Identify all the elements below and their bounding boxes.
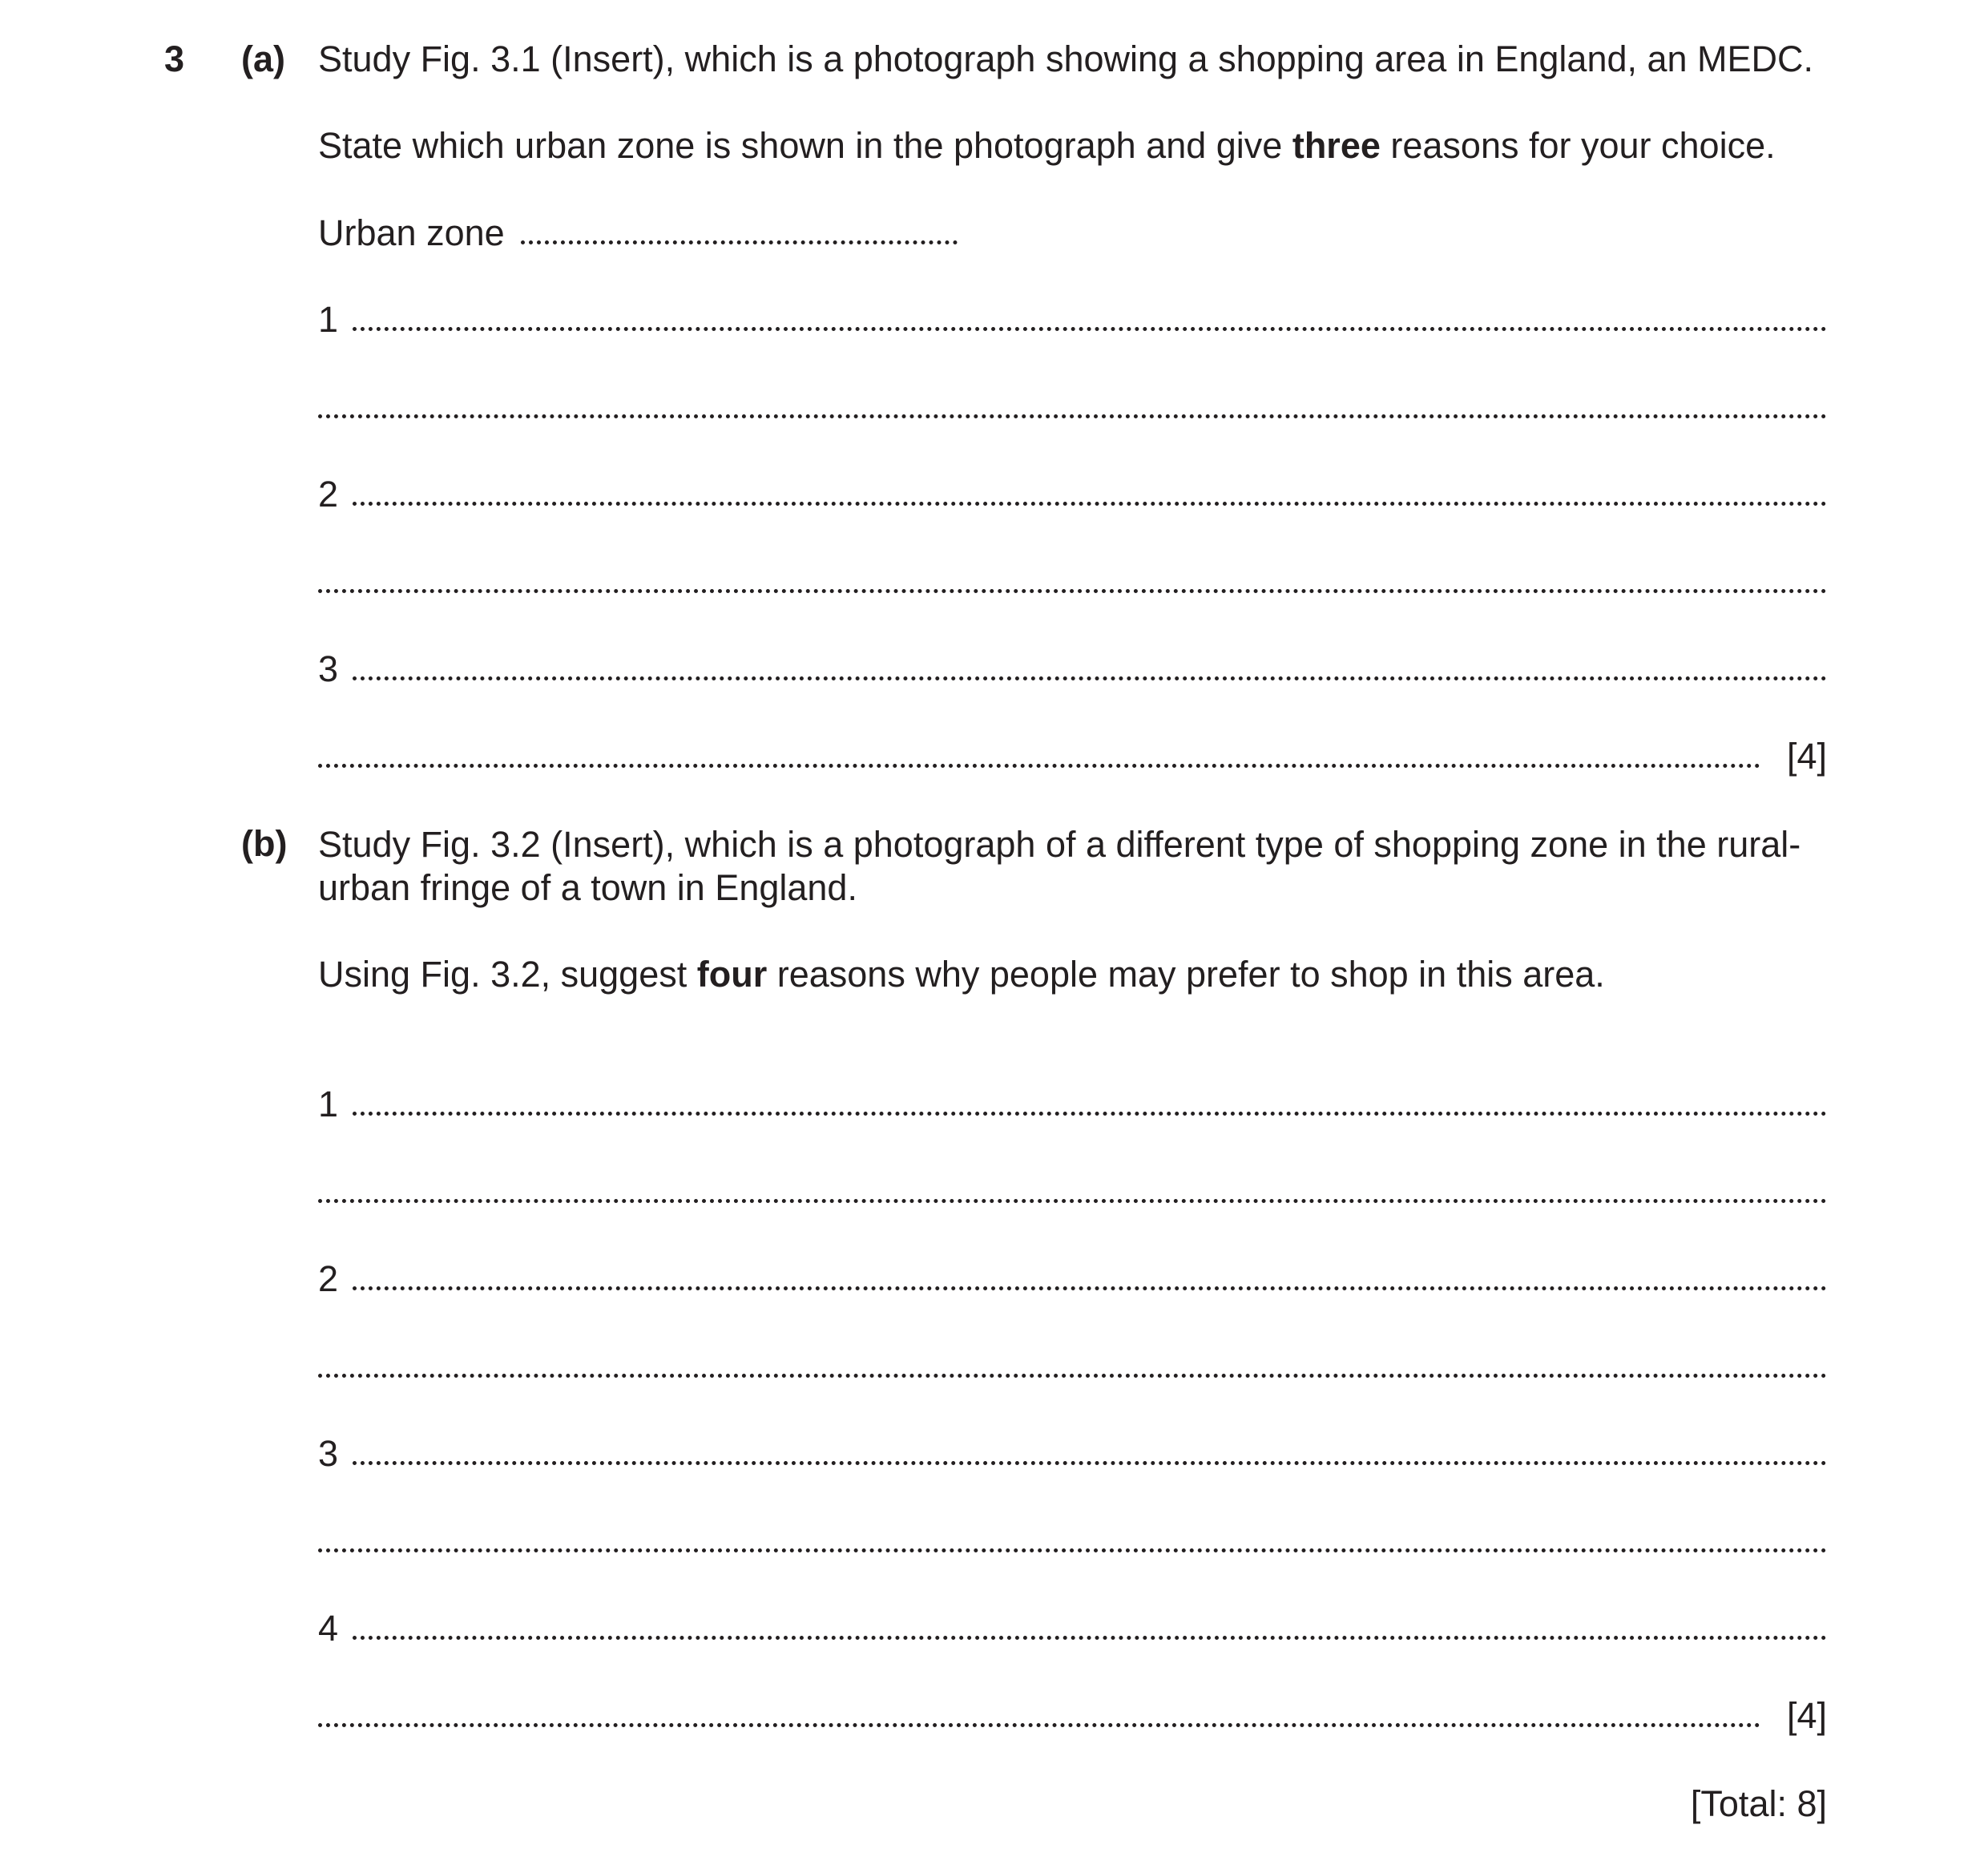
part-b-answer-line-2b[interactable] [318, 1374, 1827, 1378]
part-b-instruction [318, 954, 1605, 995]
part-a-label: (a) [241, 38, 285, 79]
part-a-marks: [4] [1786, 736, 1827, 777]
part-a-answer-line-2b[interactable] [318, 589, 1827, 593]
part-a-answer-line-2a[interactable] [353, 502, 1827, 506]
part-a-answer-number-3: 3 [318, 648, 339, 689]
part-b-instruction-post: reasons why people may prefer to shop in this area. [767, 954, 1605, 995]
part-a-intro: Study Fig. 3.1 (Insert), which is a photograph showing a shopping area in England, an MEDC. [318, 38, 1814, 79]
part-a-answer-line-3b[interactable] [318, 764, 1760, 768]
part-a-instruction-pre: State which urban zone is shown in the photograph and give [318, 125, 1292, 166]
part-b-answer-number-2: 2 [318, 1258, 339, 1299]
part-a-instruction [318, 125, 1776, 167]
part-b-instruction-pre: Using Fig. 3.2, suggest [318, 954, 697, 995]
part-b-answer-line-4b[interactable] [318, 1723, 1760, 1727]
part-b-answer-number-3: 3 [318, 1433, 339, 1474]
urban-zone-label: Urban zone [318, 212, 505, 253]
part-b-answer-line-4a[interactable] [353, 1636, 1827, 1640]
part-b-label: (b) [241, 823, 288, 864]
part-a-answer-line-1b[interactable] [318, 414, 1827, 418]
part-b-answer-line-2a[interactable] [353, 1286, 1827, 1290]
part-b-answer-line-3b[interactable] [318, 1548, 1827, 1552]
part-a-answer-number-1: 1 [318, 299, 339, 340]
part-b-instruction-bold: four [696, 954, 768, 995]
part-b-answer-line-1b[interactable] [318, 1199, 1827, 1203]
part-b-answer-line-1a[interactable] [353, 1112, 1827, 1116]
urban-zone-answer-line[interactable] [521, 240, 958, 244]
part-b-marks: [4] [1786, 1695, 1827, 1736]
part-a-instruction-bold: three [1292, 125, 1381, 166]
part-a-answer-line-1a[interactable] [353, 327, 1827, 331]
part-b-answer-number-1: 1 [318, 1084, 339, 1124]
part-b-answer-line-3a[interactable] [353, 1461, 1827, 1465]
total-marks: [Total: 8] [1690, 1783, 1827, 1824]
part-a-answer-line-3a[interactable] [353, 676, 1827, 680]
question-number: 3 [164, 38, 185, 79]
part-b-intro: Study Fig. 3.2 (Insert), which is a photograph of a different type of shopping zone in the rural-urban fringe of a town in England. [318, 824, 1801, 908]
part-a-answer-number-2: 2 [318, 474, 339, 515]
part-b-answer-number-4: 4 [318, 1608, 339, 1649]
part-a-instruction-post: reasons for your choice. [1380, 125, 1776, 166]
